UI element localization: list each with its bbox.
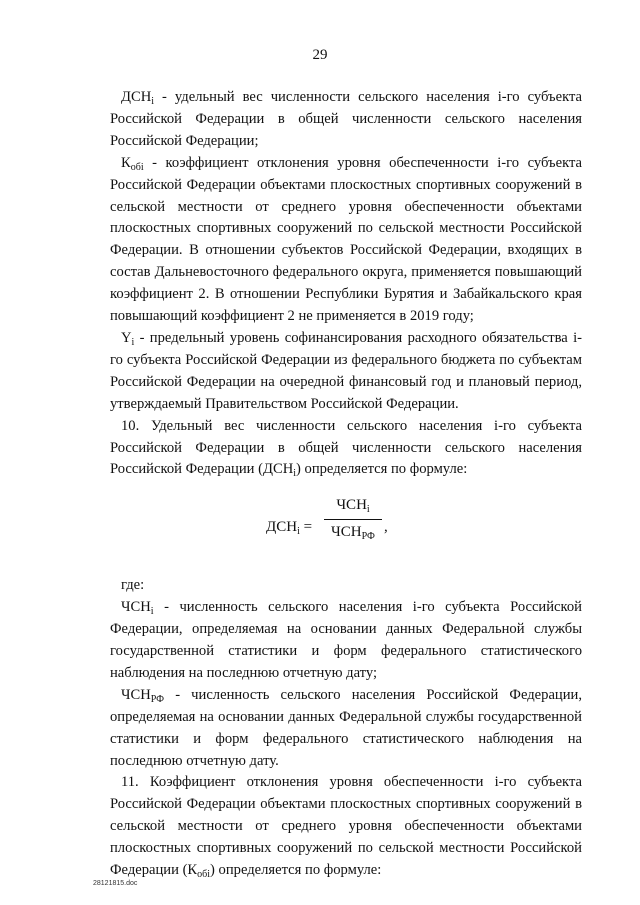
definition-dsn — [110, 87, 582, 153]
definition-text: - численность сельского населения Российской Федерации, определяемая на основании данных Федеральной службы государственной статистики и форм федерального статистического наблюдения на последнюю отчетную дату. — [110, 686, 582, 769]
symbol-subscript: i — [151, 96, 155, 107]
definition-chsn-rf — [110, 685, 582, 773]
formula-lhs — [266, 517, 312, 539]
symbol-subscript: РФ — [150, 693, 165, 705]
denominator-symbol: ЧСН — [331, 524, 362, 541]
numerator-symbol: ЧСН — [336, 497, 367, 514]
definition-text: - предельный уровень софинансирования расходного обязательства i-го субъекта Российской Федерации из федерального бюджета по субъектам Российской Федерации на очередной финансовый год и плановый период, утверждаемый Правительством Российской Федерации. — [110, 329, 582, 412]
numerator-subscript: i — [366, 504, 370, 516]
where-label: где: — [121, 577, 145, 594]
definition-text: - удельный вес численности сельского населения i-го субъекта Российской Федерации в общей численности сельского населения Российской Федерации; — [110, 89, 582, 149]
symbol-subscript: i — [131, 336, 135, 348]
clause-text: 10. Удельный вес численности сельского населения i-го субъекта Российской Федерации в общей численности сельского населения Российской Федерации (ДСН — [110, 417, 582, 478]
symbol: Y — [121, 329, 132, 346]
clause-text: 11. Коэффициент отклонения уровня обеспеченности i-го субъекта Российской Федерации объектами плоскостных спортивных сооружений в сельской местности от среднего уровня обеспеченности объектами плоскостных спортивных сооружений по сельской местности Российской Федерации (К — [110, 774, 582, 879]
symbol: ДСН — [121, 89, 152, 105]
clause-10 — [110, 416, 582, 482]
clause-11 — [110, 772, 582, 882]
clause-subscript: i — [293, 468, 297, 480]
definition-text: - коэффициент отклонения уровня обеспеченности i-го субъекта Российской Федерации объектами плоскостных спортивных сооружений в сельской местности от среднего уровня обеспеченности объектами плоскостных спортивных сооружений по сельской местности Российской Федерации. В отношении субъектов Российской Федерации, входящих в состав Дальневосточного федерального округа, применяется повышающий коэффициент 2. В отношении Республики Бурятия и Забайкальского края повышающий коэффициент 2 не применяется в 2019 году; — [110, 154, 582, 325]
definition-y — [110, 328, 582, 416]
fraction-bar — [324, 519, 382, 520]
formula-lhs-symbol: ДСН — [266, 519, 298, 536]
symbol-subscript: обi — [130, 161, 144, 173]
definition-text: - численность сельского населения i-го субъекта Российской Федерации, определяемая на основании данных Федеральной службы государственной статистики и форм федерального статистического наблюдения на последнюю отчетную дату; — [110, 599, 582, 681]
document-id: 28121815.doc — [93, 880, 138, 887]
symbol-subscript: i — [150, 606, 154, 618]
formula-equals: = — [299, 519, 313, 536]
document-body — [110, 87, 582, 882]
definition-kob — [110, 153, 582, 328]
definition-chsn-i — [110, 597, 582, 685]
clause-text-end: ) определяется по формуле: — [296, 461, 468, 478]
formula-comma: , — [384, 519, 388, 536]
clause-text-end: ) определяется по формуле: — [210, 862, 382, 879]
formula-fraction — [324, 495, 382, 544]
symbol: К — [121, 154, 131, 171]
symbol: ЧСН — [121, 599, 151, 616]
formula-denominator — [324, 522, 382, 544]
symbol: ЧСН — [121, 686, 151, 703]
page-number: 29 — [312, 47, 328, 63]
denominator-subscript: РФ — [361, 531, 375, 543]
formula-lhs-subscript: i — [297, 526, 300, 538]
formula-numerator — [324, 495, 382, 519]
clause-subscript: обi — [197, 869, 211, 881]
formula-dsn — [110, 489, 582, 575]
